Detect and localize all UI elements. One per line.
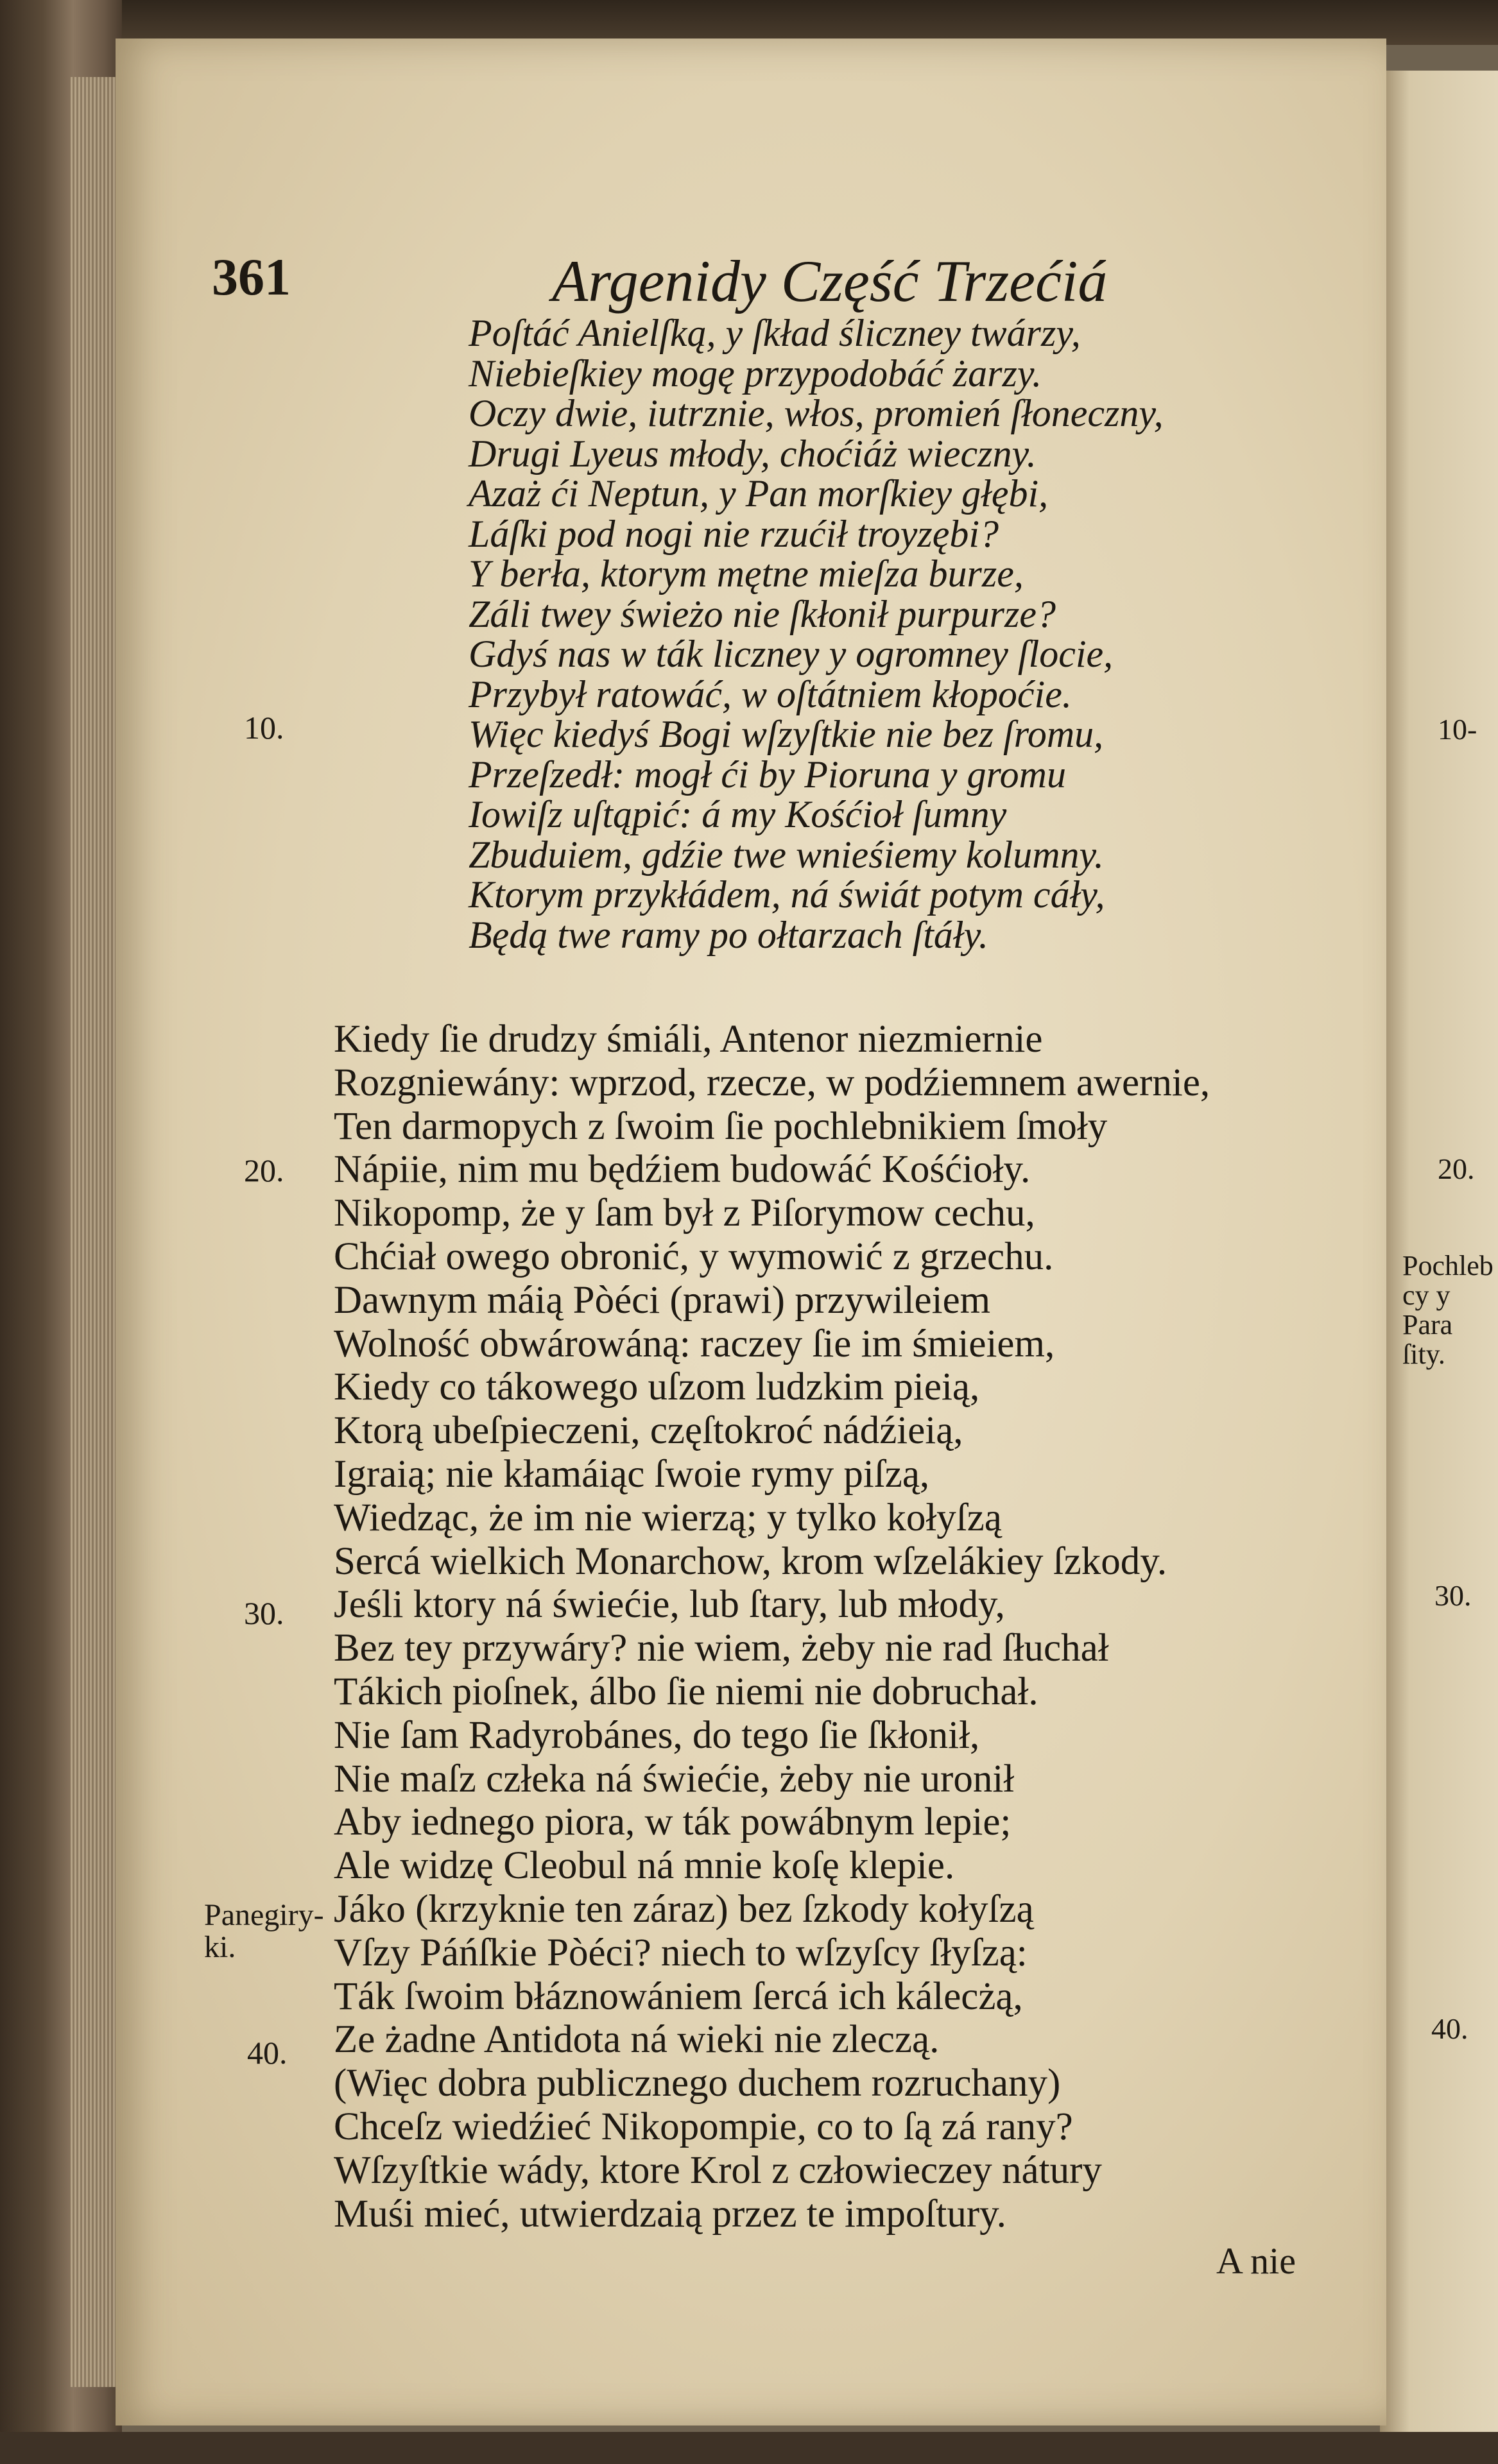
facing-margin-note [1402,1251,1498,1369]
roman-verse-line: Tákich pioſnek, álbo ſie niemi nie dobruchał. [334,1670,1038,1713]
italic-verse-line: Przybył ratowáć, w oſtátniem kłopoćie. [469,672,1072,715]
italic-verse-line: Y berła, ktorym mętne mieſza burze, [469,552,1024,595]
roman-verse-line: Kiedy ſie drudzy śmiáli, Antenor niezmiernie [334,1018,1043,1061]
italic-verse-line: Záli twey świeżo nie ſkłonił purpurze? [469,592,1056,635]
roman-verse-line: Jáko (krzyknie ten záraz) bez ſzkody kołyſzą [334,1888,1034,1931]
roman-verse-line: (Więc dobra publicznego duchem rozruchany) [334,2062,1061,2105]
facing-line-number: 40. [1431,2012,1468,2045]
margin-note [204,1899,324,1964]
roman-verse-line: Jeśli ktory ná świećie, lub ſtary, lub młody, [334,1583,1005,1627]
roman-verse-line: Ale widzę Cleobul ná mnie koſę klepie. [334,1844,955,1888]
roman-verse-line: Ten darmopych z ſwoim ſie pochlebnikiem ſmoły [334,1104,1108,1148]
italic-verse-line: Ktorym przykłádem, ná świát potym cáły, [469,873,1105,916]
book-bottom-edge [0,2432,1498,2464]
italic-verse-line: Niebieſkiey mogę przypodobáć żarzy. [469,352,1042,395]
roman-verse-line: Nápiie, nim mu będźiem budowáć Kośćioły. [334,1148,1031,1192]
facing-line-number: 30. [1434,1579,1472,1612]
italic-verse-line: Więc kiedyś Bogi wſzyſtkie nie bez ſromu, [469,713,1104,755]
roman-verse-line: Bez tey przywáry? nie wiem, żeby nie rad ſłuchał [334,1627,1109,1670]
italic-verse-line: Będą twe ramy po ołtarzach ſtáły. [469,913,988,956]
line-number: 10. [244,710,284,746]
facing-line-number: 10- [1438,713,1477,746]
margin-note-line: Pochleb [1402,1250,1494,1281]
margin-note-line: Panegiry- [204,1898,324,1932]
catchword: A nie [1216,2240,1296,2282]
roman-verse-line: Vſzy Páńſkie Pòéci? niech to wſzyſcy ſłyſzą: [334,1931,1028,1974]
italic-verse-line: Gdyś nas w ták liczney y ogromney ſlocie, [469,633,1114,675]
roman-verse-line: Igraią; nie kłamáiąc ſwoie rymy piſzą, [334,1453,930,1496]
roman-verse-line: Chceſz wiedźieć Nikopompie, co to ſą zá rany? [334,2105,1073,2148]
italic-verse-line: Przeſzedł: mogł ći by Pioruna y gromu [469,753,1066,796]
margin-note-line: cy y Para [1402,1279,1453,1340]
italic-verse-line: Láſki pod nogi nie rzućił troyzębi? [469,512,999,555]
roman-verse-line: Nie ſam Radyrobánes, do tego ſie ſkłonił, [334,1713,980,1757]
margin-note-line: ki. [204,1930,236,1964]
line-number: 20. [244,1152,284,1188]
italic-verse-line: Drugi Lyeus młody, choćiáż wieczny. [469,432,1037,475]
roman-verse-line: Nie maſz człeka ná świećie, żeby nie uronił [334,1757,1015,1801]
roman-verse-line: Ták ſwoim błáznowániem ſercá ich kálecżą, [334,1974,1023,2018]
line-number: 40. [247,2035,288,2071]
roman-verse-line: Wolność obwárowáną: raczey ſie im śmieiem, [334,1322,1055,1365]
roman-verse-line: Aby iednego piora, w ták powábnym lepie; [334,1801,1012,1844]
running-title: Argenidy Część Trzećiá [552,248,1108,314]
roman-verse-line: Dawnym máią Pòéci (prawi) przywileiem [334,1278,991,1322]
roman-verse-line: Chćiał owego obronić, y wymowić z grzechu. [334,1235,1054,1278]
roman-verse-line: Sercá wielkich Monarchow, krom wſzelákiey ſzkody. [334,1539,1167,1583]
roman-verse-line: Kiedy co tákowego uſzom ludzkim pieią, [334,1365,980,1409]
roman-verse-line: Nikopomp, że y ſam był z Piſorymow cechu, [334,1192,1035,1235]
line-number: 30. [244,1595,284,1631]
italic-verse-line: Azaż ći Neptun, y Pan morſkiey głębi, [469,472,1049,515]
italic-verse-line: Zbuduiem, gdźie twe wnieśiemy kolumny. [469,833,1104,876]
italic-verse-line: Oczy dwie, iutrznie, włos, promień ſłoneczny, [469,392,1164,434]
roman-verse-line: Ktorą ubeſpieczeni, częſtokroć nádźieią, [334,1409,963,1453]
roman-verse-line: Rozgniewány: wprzod, rzecze, w podźiemnem awernie, [334,1061,1210,1104]
margin-note-line: ſity. [1402,1339,1445,1370]
italic-verse-line: Iowiſz uſtąpić: á my Kośćioł ſumny [469,793,1007,835]
facing-line-number: 20. [1438,1152,1475,1185]
italic-verse-line: Poſtáć Anielſką, y ſkład śliczney twárzy, [469,312,1081,354]
roman-verse-line: Wſzyſtkie wády, ktore Krol z człowieczey nátury [334,2148,1102,2192]
roman-verse-line: Muśi mieć, utwierdzaią przez te impoſtury. [334,2192,1006,2236]
roman-verse-line: Ze żadne Antidota ná wieki nie zleczą. [334,2018,940,2062]
roman-verse-line: Wiedząc, że im nie wierzą; y tylko kołyſzą [334,1496,1002,1539]
page-number: 361 [212,248,291,306]
